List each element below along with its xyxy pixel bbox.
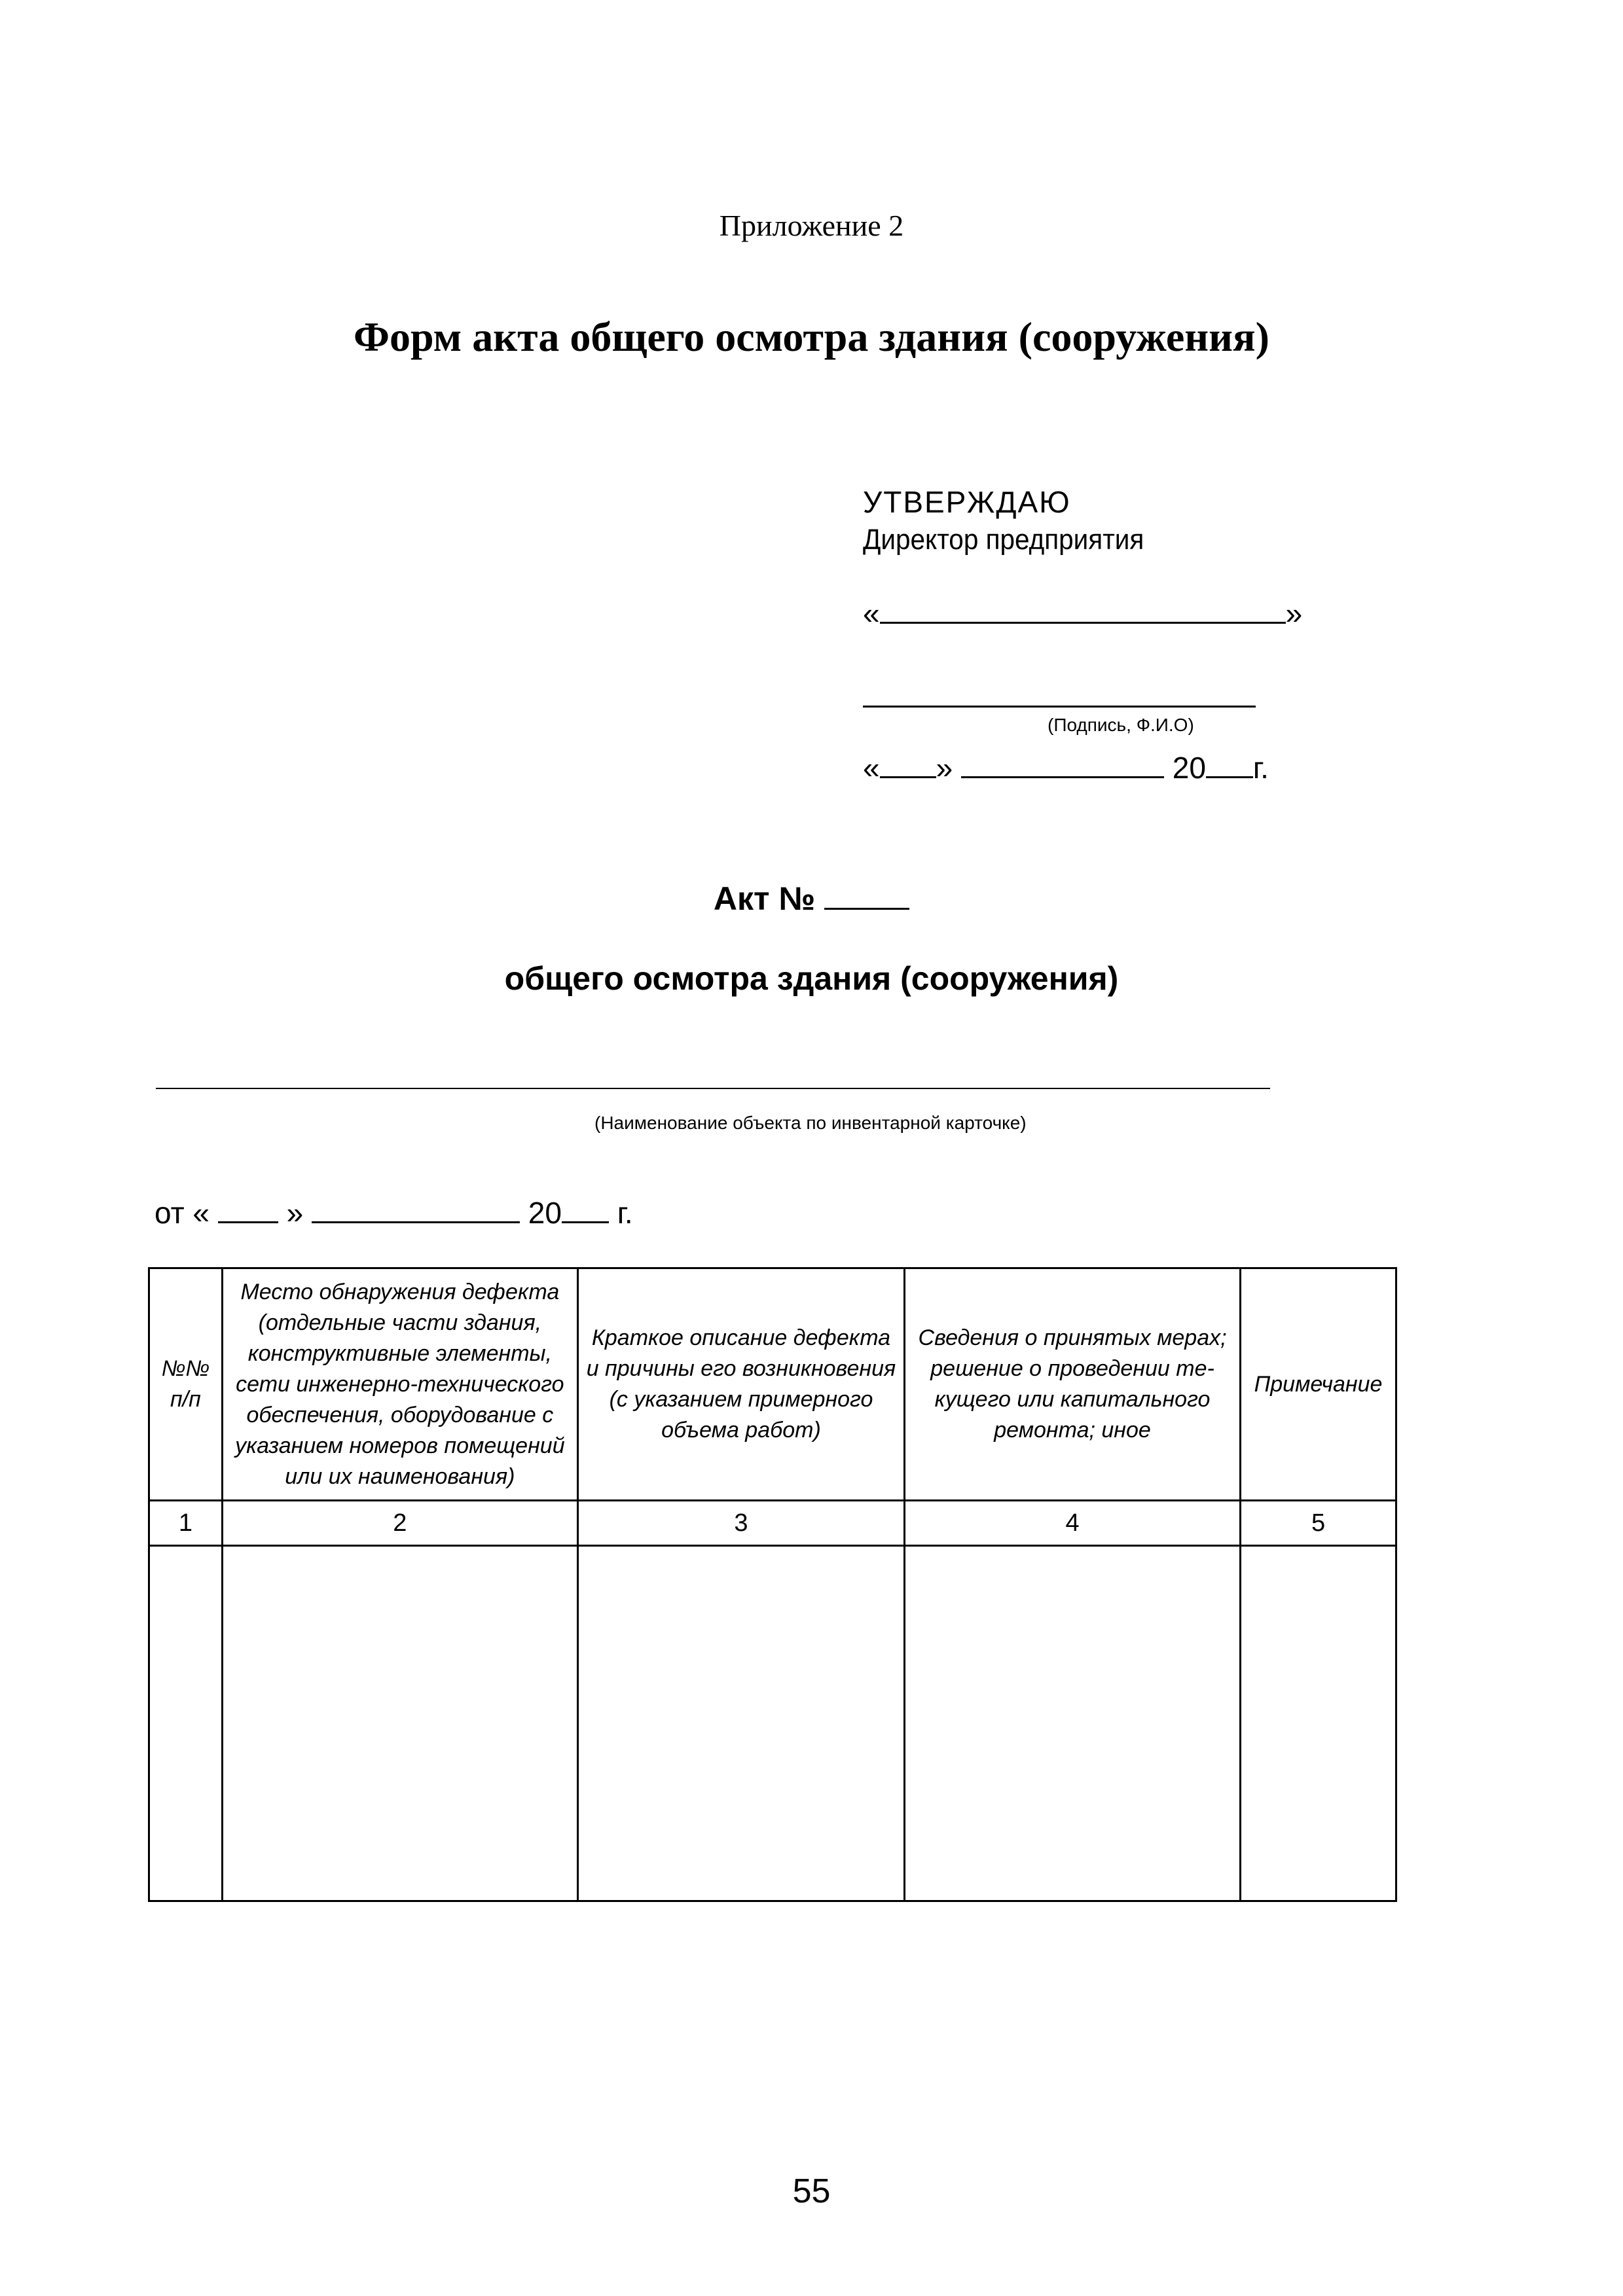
document-title: Форм акта общего осмотра здания (сооружения) (354, 314, 1269, 360)
object-name-line (156, 1088, 1270, 1089)
appendix-label: Приложение 2 (719, 209, 904, 242)
act-year-suffix: г. (617, 1196, 633, 1230)
signature-line (863, 706, 1256, 708)
act-year-blank (562, 1198, 609, 1223)
header-number: №№ п/п (149, 1268, 223, 1501)
act-date (155, 1195, 633, 1230)
column-number-row (149, 1501, 1396, 1546)
act-number (0, 880, 1623, 918)
organization-blank (880, 596, 1286, 624)
column-number: 3 (577, 1501, 904, 1546)
act-date-close: » (286, 1196, 304, 1230)
date-quote-close: » (936, 751, 953, 785)
approve-label: УТВЕРЖДАЮ (863, 485, 1071, 519)
date-quote-open: « (863, 751, 880, 785)
empty-cell (577, 1546, 904, 1901)
month-blank (961, 753, 1164, 778)
page-number: 55 (792, 2172, 831, 2210)
year-suffix: г. (1252, 751, 1269, 785)
quote-close: » (1285, 596, 1303, 630)
empty-cell (222, 1546, 577, 1901)
act-subtitle: общего осмотра здания (сооружения) (504, 960, 1119, 997)
act-number-label: Акт № (713, 880, 816, 917)
act-year-prefix: 20 (528, 1196, 562, 1230)
empty-cell (149, 1546, 223, 1901)
act-number-blank (824, 882, 909, 910)
signature-caption: (Подпись, Ф.И.О) (1048, 715, 1194, 735)
year-blank (1206, 753, 1253, 778)
act-month-blank (312, 1198, 520, 1223)
act-day-blank (218, 1198, 278, 1223)
act-date-from: от « (155, 1196, 210, 1230)
empty-cell (905, 1546, 1241, 1901)
empty-cell (1241, 1546, 1396, 1901)
table-row (149, 1546, 1396, 1901)
object-name-caption: (Наименование объекта по инвентарной карточке) (594, 1113, 1027, 1133)
header-note: Примечание (1241, 1268, 1396, 1501)
header-defect-location: Место обнаружения дефекта (отдельные части здания, конструктивные элементы, сети инженерно-технического обеспечения, оборудование с указанием номеров помещений или их наименования) (222, 1268, 577, 1501)
quote-open: « (863, 596, 880, 630)
column-number: 1 (149, 1501, 223, 1546)
organization-field (863, 596, 1302, 631)
year-prefix: 20 (1172, 751, 1206, 785)
column-number: 4 (905, 1501, 1241, 1546)
column-number: 5 (1241, 1501, 1396, 1546)
header-measures: Сведения о принятых мерах; решение о проведении те-кущего или капитального ремонта; иное (905, 1268, 1241, 1501)
header-row (149, 1268, 1396, 1501)
header-defect-description: Краткое описание дефекта и причины его возникновения (с указанием примерного объема работ) (577, 1268, 904, 1501)
defects-table (148, 1267, 1397, 1902)
approval-date (863, 750, 1269, 785)
director-position: Директор предприятия (863, 524, 1144, 556)
column-number: 2 (222, 1501, 577, 1546)
day-blank (880, 753, 936, 778)
